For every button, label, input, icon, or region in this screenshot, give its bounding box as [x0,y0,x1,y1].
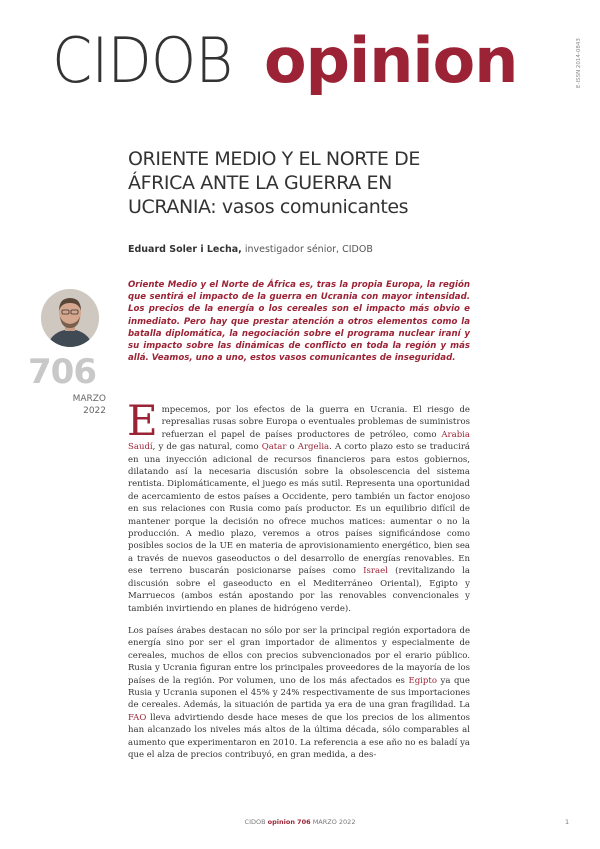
author-role: investigador sénior, CIDOB [244,244,373,255]
link-argelia[interactable]: Argelia [297,442,330,453]
footer-opinion: opinion [267,818,295,826]
drop-cap: E [127,396,158,445]
issue-month: MARZO [72,394,106,404]
author-line [128,244,373,255]
issue-year: 2022 [83,406,106,416]
text-span: (revitalizando la discusión sobre el gaseoducto en el Mediterráneo Oriental), Egipto y Marruecos (ambos están apostando por las renovables convencionales y también invirtiendo en planes de hidrógeno verde). [128,566,470,614]
text-span: o [286,442,298,453]
paragraph-2 [128,625,470,761]
issn-label: E-ISSN 2014-0843 [576,38,582,88]
article-body [127,396,470,771]
article-title: ORIENTE MEDIO Y EL NORTE DE ÁFRICA ANTE LA GUERRA EN UCRANIA: vasos comunicantes [128,148,421,218]
link-egipto[interactable]: Egipto [408,675,437,686]
author-photo [41,289,99,347]
text-span: , y de gas natural, como [152,442,262,453]
link-arabia-saudi[interactable]: Arabia Saudí [128,429,470,453]
footer-date: MARZO 2022 [312,818,356,826]
text-span: ya que Rusia y Ucrania suponen el 45% y 24% respectivamente de sus importaciones de cereales. Además, la situación de partida ya era de una gran fragilidad. La [128,675,470,711]
article-abstract: Oriente Medio y el Norte de África es, tras la propia Europa, la región que sentirá el impacto de la guerra en Ucrania con mayor intensidad. Los precios de la energía o los cereales son el impacto más obvio e inmediato. Pero hay que prestar atención a otros elementos como la batalla diplomática, la negociación sobre el programa nuclear iraní y su impacto sobre las dinámicas de conflicto en toda la región y más allá. Veamos, uno a uno, estos vasos comunicantes de inseguridad. [128,280,470,364]
text-span: Los países árabes destacan no sólo por ser la principal región exportadora de energía sino por ser el gran importador de alimentos y especialmente de cereales, muchos de ellos con precios subvencionados por el erario público. Rusia y Ucrania figuran entre los principales proveedores de la mayoría de los países de la región. Por volumen, uno de los más afectados es [128,625,470,686]
footer-number: 706 [297,818,311,826]
brand-cidob: CIDOB [52,24,233,97]
text-span: mpecemos, por los efectos de la guerra en Ucrania. El riesgo de represalias rusas sobre Europa o eventuales problemas de suministros refuerzan el papel de países productores de petróleo, como [161,405,470,440]
link-fao[interactable]: FAO [128,712,147,723]
text-span: . A corto plazo esto se traducirá en una inyección adicional de recursos financieros para estos gobiernos, dilatando así la necesaria discusión sobre la obsolescencia del sistema rentista. Diplomáticamente, el juego es más sutil. Representa una oportunidad de acercamiento de estos países a Occidente, pero también un factor enojoso en sus relaciones con Rusia como país productor. Es un equilibrio difícil de mantener porque la decisión no ofrece muchos matices: aumentar o no la producción. A medio plazo, veremos a otros países significándose como posibles socios de la UE en materia de aprovisionamiento energético, bien sea a través de nuevos gaseoductos o del desarrollo de energías renovables. En ese terreno buscarán posicionarse países como [128,442,470,577]
text-span: lleva advirtiendo desde hace meses de que los precios de los alimentos han alcanzado los niveles más altos de la última década, sólo comparables al aumento que experimentaron en 2010. La referencia a ese año no es baladí ya que el alza de precios contribuyó, en gran medida, a des- [128,712,470,760]
author-portrait-icon [41,289,99,347]
issue-number: 706 [28,352,96,392]
author-name: Eduard Soler i Lecha, [128,244,242,255]
link-qatar[interactable]: Qatar [261,442,287,453]
page-footer [0,818,600,826]
brand-opinion: opinion [264,24,518,97]
footer-cidob: CIDOB [244,818,266,826]
paragraph-1 [127,396,470,615]
masthead [52,24,518,104]
link-israel[interactable]: Israel [363,566,388,577]
page-number: 1 [565,818,570,826]
